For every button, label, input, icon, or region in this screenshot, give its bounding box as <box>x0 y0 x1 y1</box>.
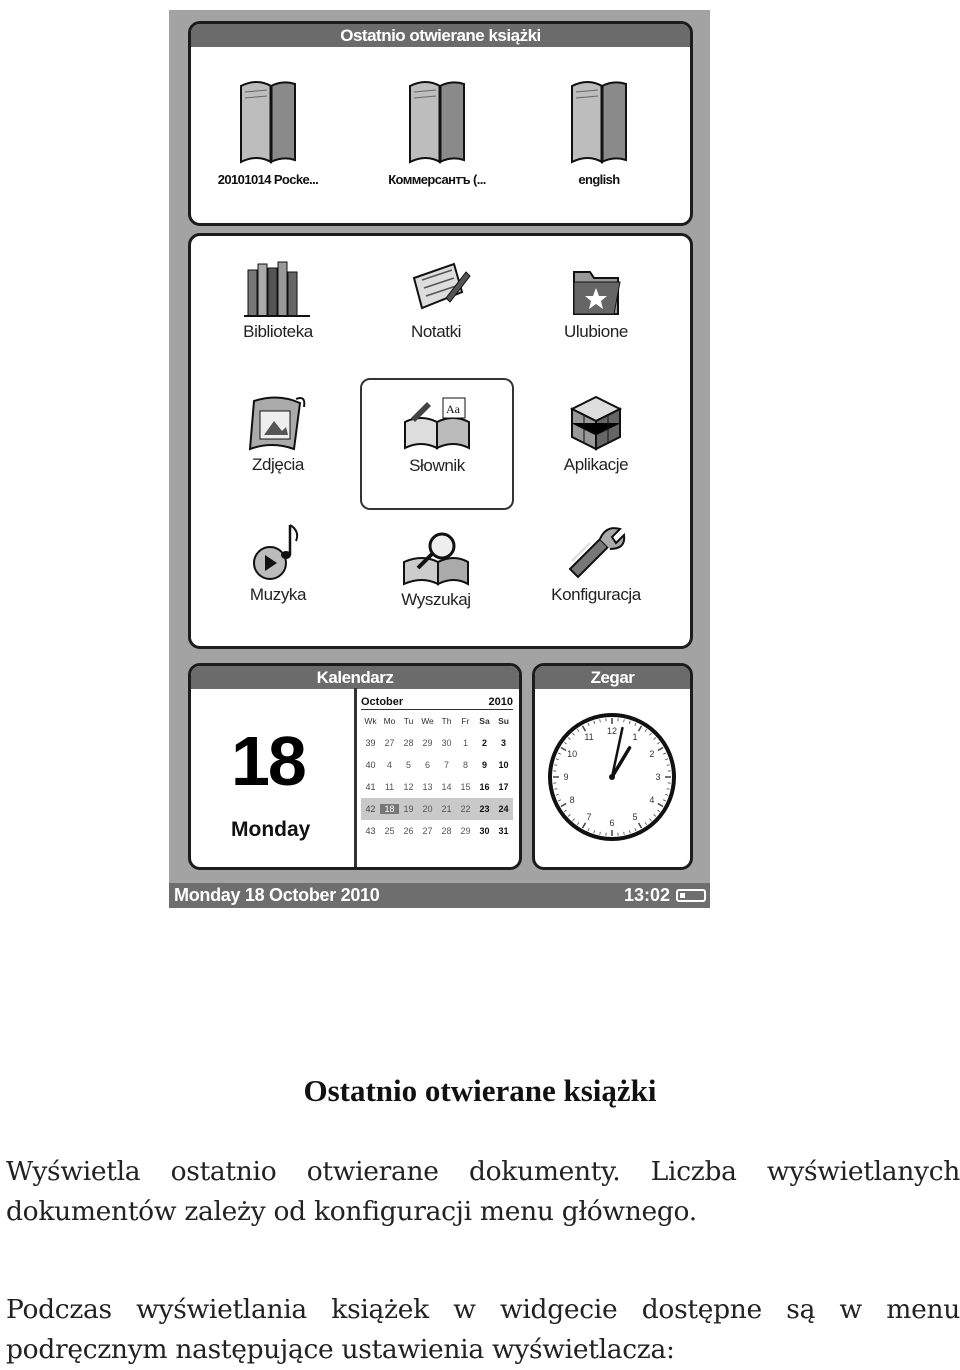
clock-numeral: 2 <box>649 749 655 759</box>
menu-label: Muzyka <box>249 585 307 604</box>
weekday-label: Su <box>498 716 509 726</box>
search-icon <box>396 526 476 588</box>
day-cell[interactable]: 30 <box>441 738 452 748</box>
day-cell[interactable]: 4 <box>386 760 392 770</box>
clock-center <box>609 774 615 780</box>
week-number: 39 <box>365 738 376 748</box>
menu-item-wyszukaj[interactable] <box>361 526 511 646</box>
day-cell[interactable]: 11 <box>384 782 395 792</box>
day-cell[interactable]: 7 <box>443 760 449 770</box>
year: 2010 <box>488 696 513 708</box>
day-cell[interactable]: 22 <box>460 804 471 814</box>
clock-numeral: 5 <box>632 811 638 822</box>
calendar-day-number: 18 <box>231 722 305 800</box>
clock-numeral: 8 <box>569 795 575 805</box>
day-cell[interactable]: 23 <box>479 804 490 814</box>
menu-label: Notatki <box>410 322 462 341</box>
recent-book-3[interactable] <box>524 64 674 187</box>
weekday-label: Mo <box>383 716 396 726</box>
recent-books-title: Ostatnio otwierane książki <box>191 24 690 47</box>
day-cell[interactable]: 30 <box>479 826 490 836</box>
month-grid <box>361 696 513 842</box>
day-cell[interactable]: 26 <box>403 826 414 836</box>
apps-icon <box>556 391 636 453</box>
library-icon <box>238 258 318 320</box>
menu-item-konfiguracja[interactable] <box>521 521 671 641</box>
day-cell[interactable]: 28 <box>403 738 414 748</box>
month-grid-header <box>361 696 513 710</box>
recent-book-1[interactable] <box>193 64 343 187</box>
paragraph: Podczas wyświetlania książek w widgecie dostępne są w menu podręcznym następujące ustawienia wyświetlacza: <box>6 1294 960 1365</box>
menu-item-slownik[interactable] <box>360 378 514 510</box>
clock-numeral: 12 <box>606 726 618 736</box>
section-heading: Ostatnio otwierane książki <box>303 1073 657 1108</box>
day-cell[interactable]: 27 <box>384 738 395 748</box>
menu-label: Konfiguracja <box>551 585 641 604</box>
recent-books-widget <box>188 21 693 226</box>
photos-icon <box>238 391 318 453</box>
day-cell[interactable]: 24 <box>498 804 509 814</box>
analog-clock <box>535 689 690 865</box>
clock-widget[interactable] <box>532 663 693 870</box>
clock-title: Zegar <box>535 666 690 689</box>
main-menu-widget <box>188 233 693 649</box>
day-cell[interactable]: 8 <box>462 760 468 770</box>
day-cell[interactable]: 13 <box>422 782 433 792</box>
clock-numeral: 3 <box>655 772 661 782</box>
day-cell[interactable]: 21 <box>441 804 452 814</box>
calendar-day-name: Monday <box>231 818 311 841</box>
battery-icon <box>676 889 706 902</box>
weekday-label: Fr <box>461 716 470 726</box>
recent-book-title: english <box>578 172 620 187</box>
recent-book-title: Коммерсантъ (... <box>388 172 486 187</box>
calendar-widget[interactable] <box>188 663 522 870</box>
day-cell[interactable]: 2 <box>481 738 487 748</box>
calendar-title: Kalendarz <box>191 666 519 689</box>
menu-item-muzyka[interactable] <box>203 521 353 641</box>
day-cell[interactable]: 5 <box>405 760 411 770</box>
status-date: Monday 18 October 2010 <box>174 885 380 905</box>
favorites-icon <box>556 258 636 320</box>
menu-label: Aplikacje <box>563 455 629 474</box>
day-cell[interactable]: 10 <box>498 760 509 770</box>
day-cell[interactable]: 19 <box>403 804 414 814</box>
clock-numeral: 1 <box>632 732 638 743</box>
week-number: 43 <box>365 826 376 836</box>
clock-numeral: 6 <box>609 818 615 828</box>
week-row <box>361 754 513 776</box>
day-cell[interactable]: 9 <box>481 760 487 770</box>
calendar-divider <box>354 688 357 867</box>
weekday-label: Sa <box>479 716 490 726</box>
day-cell[interactable]: 12 <box>403 782 414 792</box>
book-icon <box>233 76 303 168</box>
week-row <box>361 820 513 842</box>
music-icon <box>238 521 318 583</box>
week-number: 40 <box>365 760 376 770</box>
book-icon <box>564 76 634 168</box>
week-row <box>361 732 513 754</box>
clock-numeral: 7 <box>586 811 592 822</box>
weekday-label: Th <box>441 716 452 726</box>
menu-label: Wyszukaj <box>401 590 471 609</box>
day-cell[interactable]: 20 <box>422 804 433 814</box>
week-number: 42 <box>365 804 376 814</box>
menu-item-biblioteka[interactable] <box>203 258 353 378</box>
day-cell[interactable]: 29 <box>422 738 433 748</box>
day-cell[interactable]: 27 <box>422 826 433 836</box>
day-cell[interactable]: 14 <box>441 782 452 792</box>
weekday-label: Wk <box>364 716 377 726</box>
book-icon <box>402 76 472 168</box>
clock-numeral: 10 <box>567 749 578 759</box>
day-cell[interactable]: 29 <box>460 826 471 836</box>
menu-item-notatki[interactable] <box>361 258 511 378</box>
weekday-label: Tu <box>403 716 414 726</box>
status-time: 13:02 <box>623 885 670 905</box>
ereader-screen <box>169 10 710 908</box>
month-grid-rows <box>361 710 513 842</box>
day-cell[interactable]: 3 <box>500 738 506 748</box>
week-number: 41 <box>365 782 376 792</box>
week-row <box>361 776 513 798</box>
day-cell[interactable]: 18 <box>380 804 399 814</box>
day-cell[interactable]: 16 <box>479 782 490 792</box>
recent-book-title: 20101014 Pocke... <box>217 172 319 187</box>
menu-item-ulubione[interactable] <box>521 258 671 378</box>
month-name: October <box>361 696 404 708</box>
menu-item-zdjecia[interactable] <box>203 391 353 511</box>
day-cell[interactable]: 17 <box>498 782 509 792</box>
day-cell[interactable]: 15 <box>460 782 471 792</box>
clock-numeral: 4 <box>649 795 655 805</box>
weekday-header-row <box>361 710 513 732</box>
settings-icon <box>556 521 636 583</box>
clock-numeral: 9 <box>563 772 569 782</box>
menu-label: Słownik <box>409 456 465 475</box>
day-cell[interactable]: 6 <box>424 760 430 770</box>
notes-icon <box>396 258 476 320</box>
recent-book-2[interactable] <box>362 64 512 187</box>
menu-item-aplikacje[interactable] <box>521 391 671 511</box>
week-row <box>361 798 513 820</box>
menu-label: Zdjęcia <box>251 455 304 474</box>
day-cell[interactable]: 25 <box>384 826 395 836</box>
day-cell[interactable]: 31 <box>498 826 509 836</box>
menu-label: Biblioteka <box>243 322 313 341</box>
weekday-label: We <box>421 716 434 726</box>
day-cell[interactable]: 28 <box>441 826 452 836</box>
paragraph: Wyświetla ostatnio otwierane dokumenty. Liczba wyświetlanych dokumentów zależy od konfiguracji menu głównego. <box>6 1156 960 1227</box>
day-cell[interactable]: 1 <box>462 738 468 748</box>
dictionary-icon <box>397 392 477 454</box>
clock-numeral: 11 <box>584 732 594 743</box>
status-bar <box>169 883 710 908</box>
menu-label: Ulubione <box>564 322 628 341</box>
svg-text:Aa: Aa <box>446 402 460 416</box>
